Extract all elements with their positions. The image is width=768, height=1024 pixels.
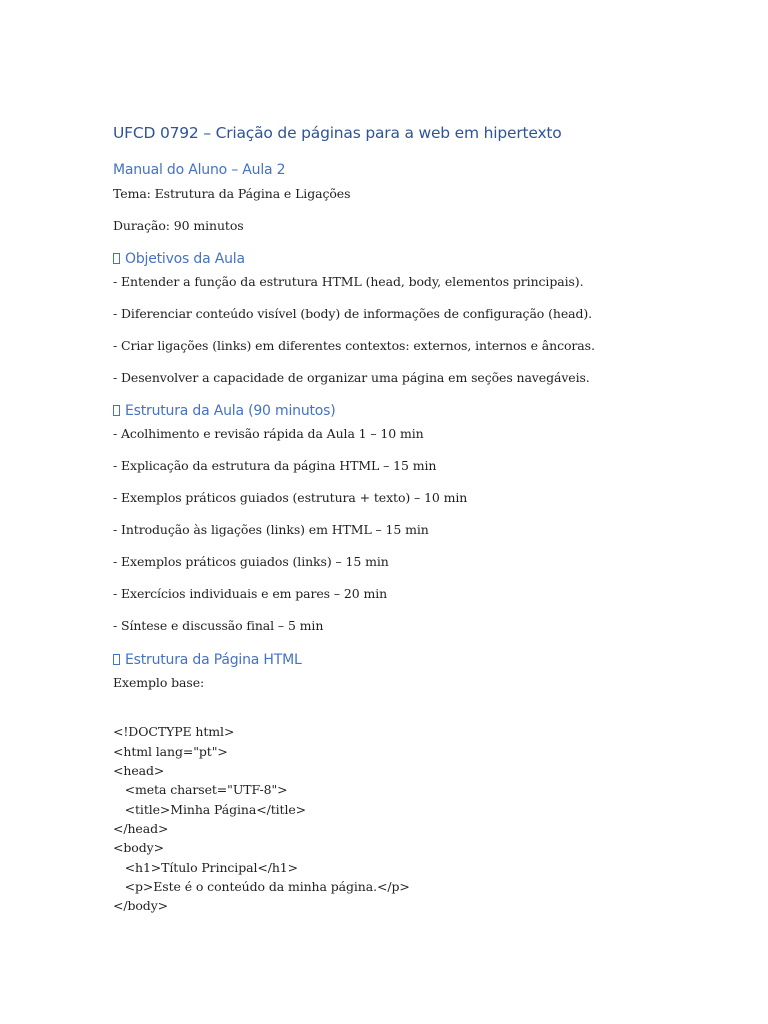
unknown-glyph-icon [113,405,120,416]
code-line: <head> [113,763,165,778]
code-line: <h1>Título Principal</h1> [113,860,299,875]
list-item: - Acolhimento e revisão rápida da Aula 1 – 10 min [113,426,424,441]
objetivos-heading [113,251,245,267]
list-item: - Desenvolver a capacidade de organizar uma página em seções navegáveis. [113,370,590,385]
list-item: - Introdução às ligações (links) em HTML – 15 min [113,522,429,537]
list-item: - Diferenciar conteúdo visível (body) de informações de configuração (head). [113,306,593,321]
tema-line: Tema: Estrutura da Página e Ligações [113,186,351,201]
code-line: </body> [113,898,169,913]
code-line: </head> [113,821,169,836]
code-line: <html lang="pt"> [113,744,228,759]
unknown-glyph-icon [113,654,120,665]
exemplo-intro: Exemplo base: [113,675,205,690]
duracao-line: Duração: 90 minutos [113,218,244,233]
list-item: - Explicação da estrutura da página HTML – 15 min [113,458,437,473]
document-title: UFCD 0792 – Criação de páginas para a web em hipertexto [113,124,562,142]
code-line: <!DOCTYPE html> [113,724,235,739]
list-item: - Exemplos práticos guiados (links) – 15 min [113,554,389,569]
objetivos-heading-text: Objetivos da Aula [125,251,245,267]
code-line: <body> [113,840,164,855]
list-item: - Criar ligações (links) em diferentes contextos: externos, internos e âncoras. [113,338,595,353]
estrutura-pagina-heading [113,652,302,668]
unknown-glyph-icon [113,253,120,264]
estrutura-aula-heading-text: Estrutura da Aula (90 minutos) [125,403,336,419]
list-item: - Síntese e discussão final – 5 min [113,618,324,633]
document-subtitle: Manual do Aluno – Aula 2 [113,162,286,178]
list-item: - Exercícios individuais e em pares – 20 min [113,586,388,601]
estrutura-pagina-heading-text: Estrutura da Página HTML [125,652,302,668]
estrutura-aula-heading [113,403,336,419]
code-line: <p>Este é o conteúdo da minha página.</p> [113,879,410,894]
list-item: - Entender a função da estrutura HTML (head, body, elementos principais). [113,274,584,289]
list-item: - Exemplos práticos guiados (estrutura + texto) – 10 min [113,490,468,505]
code-line: <meta charset="UTF-8"> [113,782,288,797]
code-line: <title>Minha Página</title> [113,802,307,817]
